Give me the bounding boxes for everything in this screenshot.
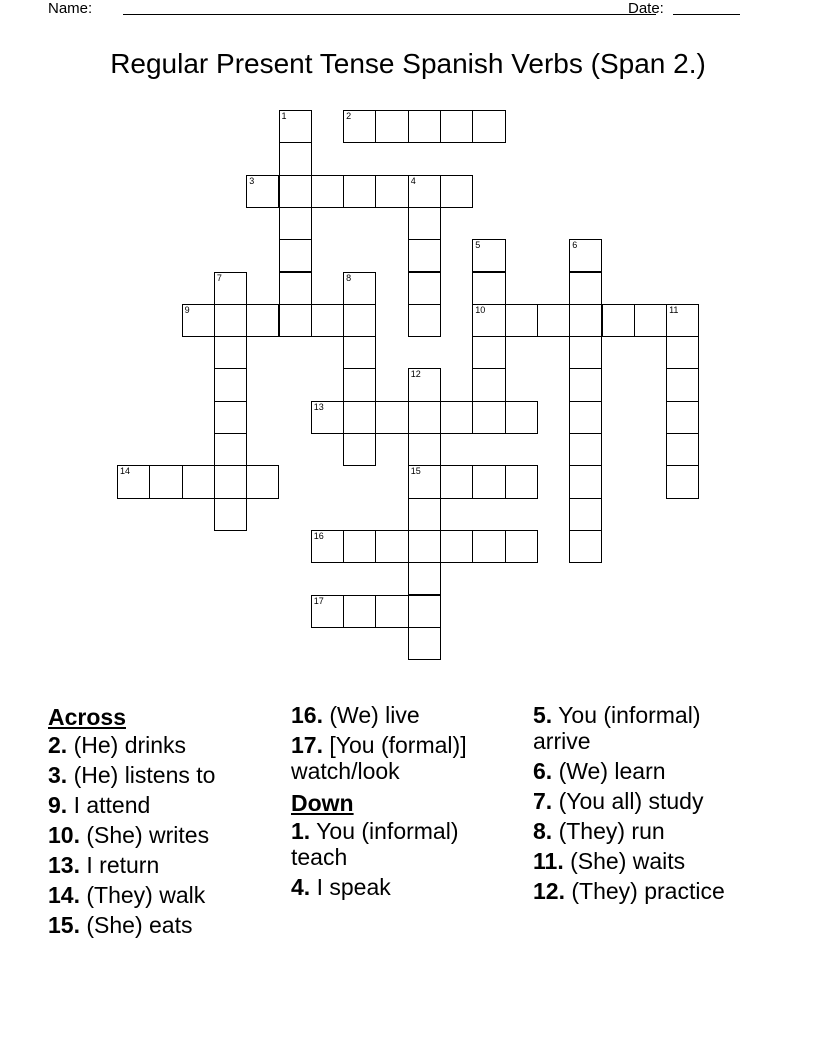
clue-number: 9 xyxy=(184,304,190,315)
crossword-cell[interactable] xyxy=(343,304,376,337)
crossword-cell[interactable] xyxy=(375,401,408,434)
crossword-cell[interactable] xyxy=(246,465,279,498)
crossword-cell[interactable] xyxy=(569,401,602,434)
crossword-cell[interactable] xyxy=(375,530,408,563)
clues-column-3 xyxy=(533,702,763,908)
crossword-cell[interactable] xyxy=(311,401,344,434)
clue-across-10: 10. (She) writes xyxy=(48,822,210,848)
clue-across-13: 13. I return xyxy=(48,852,160,878)
crossword-cell[interactable] xyxy=(214,465,247,498)
name-label: Name: xyxy=(48,0,93,17)
crossword-cell[interactable] xyxy=(472,336,505,369)
crossword-cell[interactable] xyxy=(182,304,215,337)
crossword-cell[interactable] xyxy=(343,336,376,369)
clues-column-2 xyxy=(291,702,521,904)
clue-down-7: 7. (You all) study xyxy=(533,788,704,814)
crossword-cell[interactable] xyxy=(279,175,312,208)
crossword-cell[interactable] xyxy=(537,304,570,337)
crossword-cell[interactable] xyxy=(569,336,602,369)
crossword-cell[interactable] xyxy=(408,530,441,563)
crossword-cell[interactable] xyxy=(214,272,247,305)
clue-down-4: 4. I speak xyxy=(291,874,391,900)
crossword-cell[interactable] xyxy=(311,595,344,628)
crossword-cell[interactable] xyxy=(279,207,312,240)
clue-number: 10 xyxy=(475,304,486,315)
crossword-cell[interactable] xyxy=(214,304,247,337)
crossword-cell[interactable] xyxy=(569,530,602,563)
crossword-cell[interactable] xyxy=(408,595,441,628)
clue-number: 11 xyxy=(669,304,679,315)
crossword-cell[interactable] xyxy=(408,401,441,434)
crossword-cell[interactable] xyxy=(472,401,505,434)
clue-across-15: 15. (She) eats xyxy=(48,912,193,938)
crossword-cell[interactable] xyxy=(343,595,376,628)
clue-down-1: 1. You (informal) teach xyxy=(291,818,459,870)
crossword-cell[interactable] xyxy=(634,304,667,337)
crossword-cell[interactable] xyxy=(472,110,505,143)
crossword-cell[interactable] xyxy=(408,368,441,401)
clue-number: 5 xyxy=(475,240,481,251)
crossword-cell[interactable] xyxy=(214,433,247,466)
crossword-cell[interactable] xyxy=(440,110,473,143)
crossword-cell[interactable] xyxy=(472,530,505,563)
page-title: Regular Present Tense Spanish Verbs (Span 2.) xyxy=(110,48,706,79)
crossword-cell[interactable] xyxy=(311,304,344,337)
crossword-cell[interactable] xyxy=(408,175,441,208)
crossword-cell[interactable] xyxy=(408,110,441,143)
clue-across-9: 9. I attend xyxy=(48,792,151,818)
crossword-cell[interactable] xyxy=(311,175,344,208)
crossword-cell[interactable] xyxy=(505,465,538,498)
crossword-cell[interactable] xyxy=(408,498,441,531)
crossword-cell[interactable] xyxy=(440,465,473,498)
clue-across-3: 3. (He) listens to xyxy=(48,762,216,788)
clue-number: 3 xyxy=(249,175,255,186)
crossword-cell[interactable] xyxy=(375,595,408,628)
clue-number: 2 xyxy=(346,111,352,121)
date-label: Date: xyxy=(628,0,664,17)
clue-number: 14 xyxy=(120,466,131,477)
crossword-cell[interactable] xyxy=(569,272,602,305)
crossword-cell[interactable] xyxy=(408,562,441,595)
crossword-cell[interactable] xyxy=(214,368,247,401)
crossword-cell[interactable] xyxy=(505,304,538,337)
clue-number: 8 xyxy=(346,272,352,283)
clue-down-8: 8. (They) run xyxy=(533,818,665,844)
crossword-cell[interactable] xyxy=(149,465,182,498)
clues-column-1 xyxy=(48,702,278,942)
crossword-cell[interactable] xyxy=(279,304,312,337)
crossword-cell[interactable] xyxy=(214,498,247,531)
crossword-cell[interactable] xyxy=(666,304,699,337)
clue-number: 15 xyxy=(410,466,421,477)
crossword-cell[interactable] xyxy=(343,433,376,466)
crossword-cell[interactable] xyxy=(343,110,376,143)
crossword-cell[interactable] xyxy=(408,272,441,305)
crossword-cell[interactable] xyxy=(569,239,602,272)
crossword-cell[interactable] xyxy=(408,465,441,498)
crossword-cell[interactable] xyxy=(666,465,699,498)
crossword-cell[interactable] xyxy=(375,110,408,143)
crossword-cell[interactable] xyxy=(343,175,376,208)
crossword-cell[interactable] xyxy=(472,304,505,337)
crossword-cell[interactable] xyxy=(279,142,312,175)
crossword-cell[interactable] xyxy=(569,498,602,531)
clue-across-2: 2. (He) drinks xyxy=(48,732,187,758)
crossword-cell[interactable] xyxy=(505,401,538,434)
clue-down-11: 11. (She) waits xyxy=(533,848,686,874)
crossword-cell[interactable] xyxy=(343,530,376,563)
crossword-cell[interactable] xyxy=(666,368,699,401)
crossword-cell[interactable] xyxy=(408,304,441,337)
crossword-cell[interactable] xyxy=(440,401,473,434)
crossword-cell[interactable] xyxy=(246,175,279,208)
crossword-cell[interactable] xyxy=(440,175,473,208)
crossword-cell[interactable] xyxy=(279,272,312,305)
clue-number: 6 xyxy=(572,240,578,251)
crossword-cell[interactable] xyxy=(279,239,312,272)
clue-number: 16 xyxy=(313,530,324,541)
crossword-cell[interactable] xyxy=(182,465,215,498)
crossword-cell[interactable] xyxy=(408,207,441,240)
clue-number: 13 xyxy=(313,401,324,412)
crossword-cell[interactable] xyxy=(569,368,602,401)
crossword-cell[interactable] xyxy=(602,304,635,337)
clue-across-17: 17. [You (formal)] watch/look xyxy=(291,732,467,784)
clue-number: 12 xyxy=(410,369,421,380)
down-heading: Down xyxy=(291,790,354,816)
clue-down-5: 5. You (informal) arrive xyxy=(533,702,701,754)
crossword-cell[interactable] xyxy=(472,239,505,272)
clue-number: 1 xyxy=(281,111,287,121)
crossword-cell[interactable] xyxy=(472,465,505,498)
crossword-cell[interactable] xyxy=(440,530,473,563)
crossword-cell[interactable] xyxy=(472,368,505,401)
crossword-cell[interactable] xyxy=(569,465,602,498)
crossword-cell[interactable] xyxy=(214,336,247,369)
crossword-cell[interactable] xyxy=(375,175,408,208)
crossword-cell[interactable] xyxy=(666,433,699,466)
clue-down-6: 6. (We) learn xyxy=(533,758,666,784)
crossword-cell[interactable] xyxy=(214,401,247,434)
clue-number: 7 xyxy=(216,272,222,283)
crossword-cell[interactable] xyxy=(343,272,376,305)
crossword-cell[interactable] xyxy=(505,530,538,563)
crossword-cell[interactable] xyxy=(569,433,602,466)
clue-down-12: 12. (They) practice xyxy=(533,878,725,904)
crossword-cell[interactable] xyxy=(569,304,602,337)
crossword-cell[interactable] xyxy=(408,627,441,660)
crossword-cell[interactable] xyxy=(666,401,699,434)
clue-across-14: 14. (They) walk xyxy=(48,882,206,908)
crossword-cell[interactable] xyxy=(279,110,312,143)
crossword-cell[interactable] xyxy=(666,336,699,369)
clue-number: 4 xyxy=(410,175,416,186)
crossword-cell[interactable] xyxy=(343,368,376,401)
crossword-cell[interactable] xyxy=(408,433,441,466)
crossword-cell[interactable] xyxy=(472,272,505,305)
clue-across-16: 16. (We) live xyxy=(291,702,420,728)
crossword-cell[interactable] xyxy=(117,465,150,498)
crossword-cell[interactable] xyxy=(246,304,279,337)
across-heading: Across xyxy=(48,704,126,730)
clue-number: 17 xyxy=(313,595,324,606)
crossword-cell[interactable] xyxy=(408,239,441,272)
crossword-cell[interactable] xyxy=(311,530,344,563)
crossword-cell[interactable] xyxy=(343,401,376,434)
